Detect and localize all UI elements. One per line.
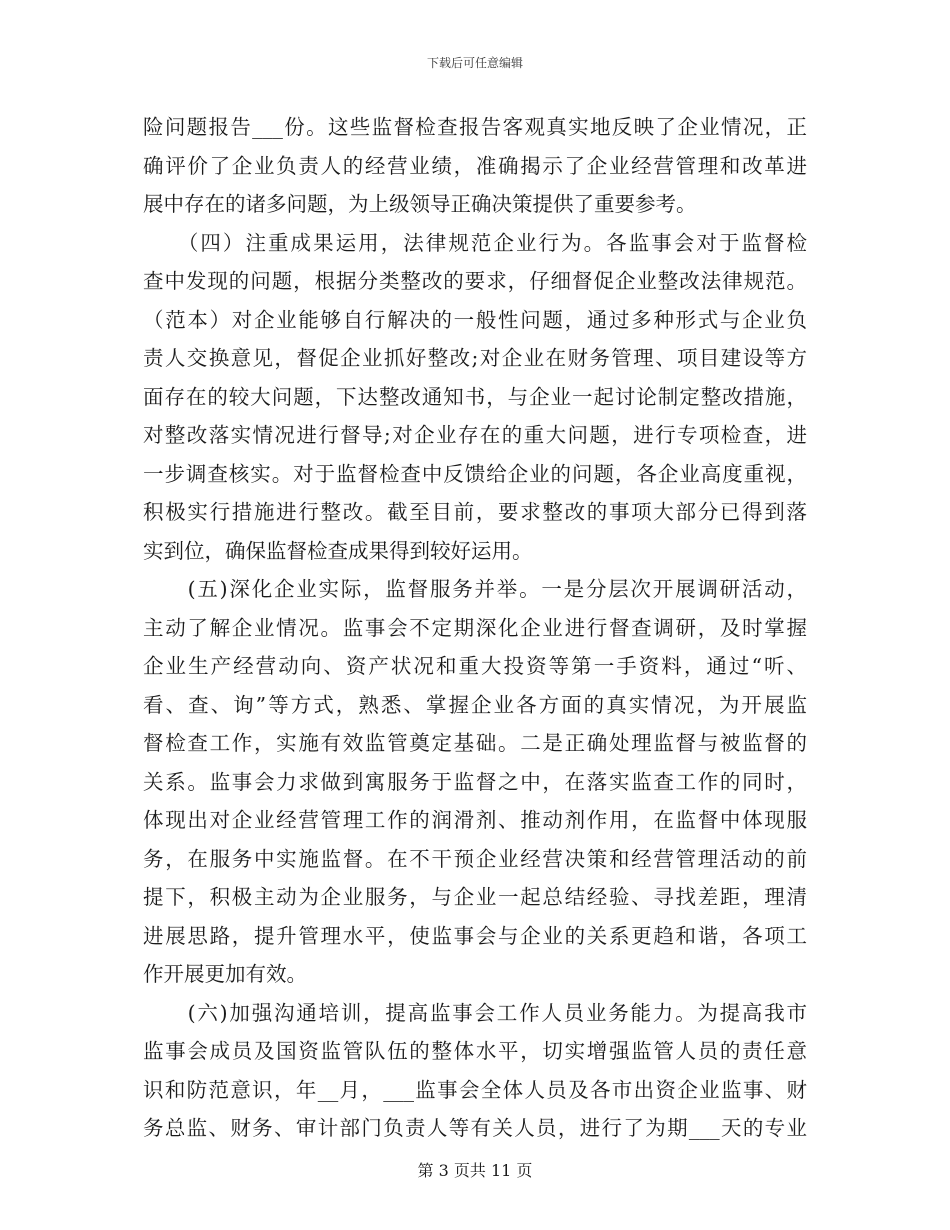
text-line: 面存在的较大问题，下达整改通知书，与企业一起讨论制定整改措施， [143,384,807,409]
text-line: 看、查、询”等方式，熟悉、掌握企业各方面的真实情况，为开展监 [143,692,807,717]
text-line: 实到位，确保监督检查成果得到较好运用。 [143,538,533,563]
text-line: 监事会成员及国资监管队伍的整体水平，切实增强监管人员的责任意 [143,1039,807,1063]
page-header-note: 下载后可任意编辑 [426,56,523,70]
text-line: 务，在服务中实施监督。在不干预企业经营决策和经营管理活动的前 [143,846,807,871]
text-line: 责人交换意见，督促企业抓好整改;对企业在财务管理、项目建设等方 [143,346,807,370]
text-line: 主动了解企业情况。监事会不定期深化企业进行督查调研，及时掌握 [143,615,807,640]
document-body [143,108,807,1148]
text-line: 务总监、财务、审计部门负责人等有关人员，进行了为期___天的专业 [143,1116,807,1140]
text-line: 关系。监事会力求做到寓服务于监督之中，在落实监查工作的同时， [143,769,807,794]
text-line: 查中发现的问题，根据分类整改的要求，仔细督促企业整改法律规范。 [143,269,807,293]
text-line: 识和防范意识，年__月，___监事会全体人员及各市出资企业监事、财 [143,1077,807,1102]
text-line: (六)加强沟通培训，提高监事会工作人员业务能力。为提高我市 [143,1000,807,1025]
text-line: 积极实行措施进行整改。截至目前，要求整改的事项大部分已得到落 [143,500,807,524]
text-line: 对整改落实情况进行督导;对企业存在的重大问题，进行专项检查，进 [143,423,807,447]
text-line: 一步调查核实。对于监督检查中反馈给企业的问题，各企业高度重视， [143,461,807,486]
page-number: 第 3 页共 11 页 [417,1161,533,1180]
text-line: (五)深化企业实际，监督服务并举。一是分层次开展调研活动， [143,577,807,601]
text-line: 进展思路，提升管理水平，使监事会与企业的关系更趋和谐，各项工 [143,923,807,948]
text-line: 险问题报告___份。这些监督检查报告客观真实地反映了企业情况，正 [143,115,807,139]
text-line: 确评价了企业负责人的经营业绩，准确揭示了企业经营管理和改革进 [143,153,807,178]
text-line: 提下，积极主动为企业服务，与企业一起总结经验、寻找差距，理清 [143,885,807,909]
text-line: 督检查工作，实施有效监管奠定基础。二是正确处理监督与被监督的 [143,731,807,755]
text-line: 展中存在的诸多问题，为上级领导正确决策提供了重要参考。 [143,192,697,216]
text-line: 作开展更加有效。 [143,962,307,986]
text-line: （四）注重成果运用，法律规范企业行为。各监事会对于监督检 [143,230,807,255]
text-line: 企业生产经营动向、资产状况和重大投资等第一手资料，通过“听、 [143,654,807,678]
text-line: （范本）对企业能够自行解决的一般性问题，通过多种形式与企业负 [143,307,807,332]
text-line: 体现出对企业经营管理工作的润滑剂、推动剂作用，在监督中体现服 [143,808,807,832]
